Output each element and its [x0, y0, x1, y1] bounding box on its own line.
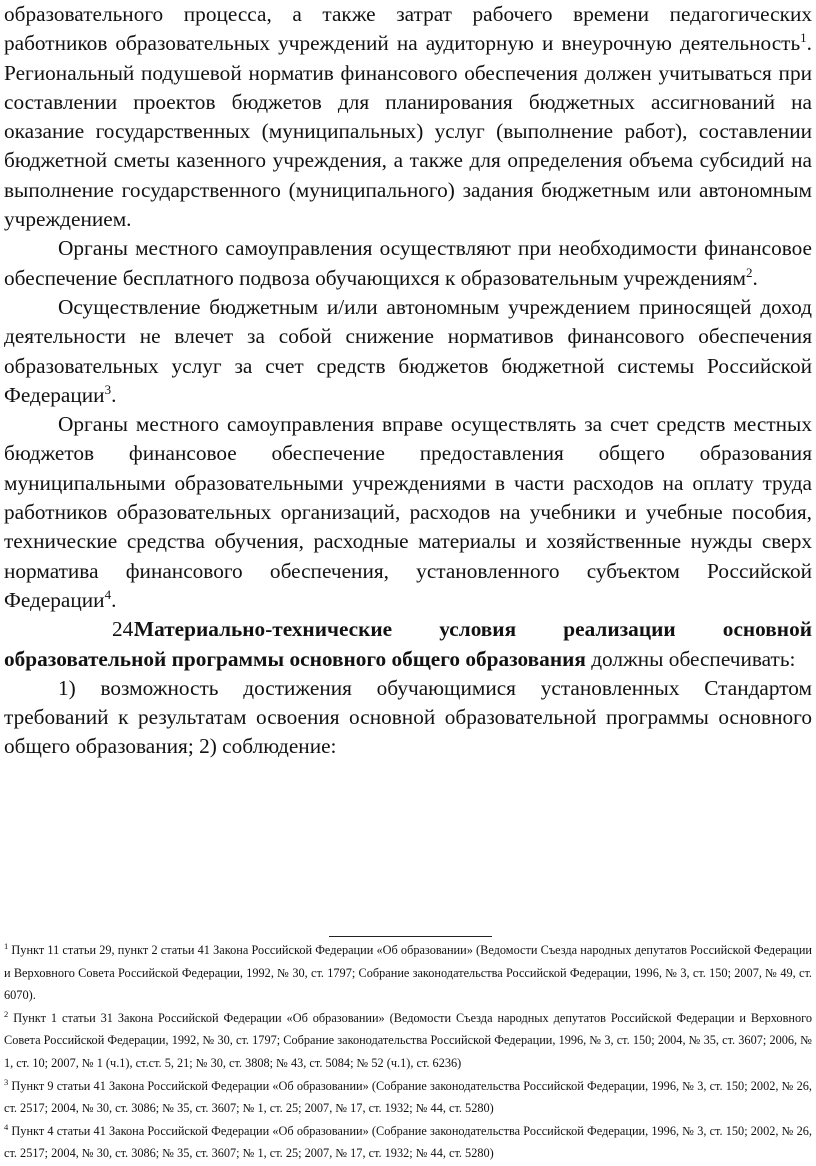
paragraph-5-tail: должны обеспечивать:: [585, 646, 796, 671]
paragraph-4-tail: .: [111, 587, 117, 612]
footnote-4: [4, 1120, 812, 1165]
paragraph-3-tail: .: [111, 382, 117, 407]
footnote-4-text: Пункт 4 статьи 41 Закона Российской Федерации «Об образовании» (Собрание законодательства Российской Федерации, 1996, № 3, ст. 150; 2002, № 26, ст. 2517; 2004, № 30, ст. 3086; № 35, ст. 3607; № 1, ст. 25; 2007, № 17, ст. 1932; № 44, ст. 5280): [4, 1123, 812, 1161]
paragraph-2: [4, 234, 812, 293]
footnotes: [4, 939, 812, 1165]
footnote-1: [4, 939, 812, 1007]
footnote-ref-1[interactable]: 1: [800, 30, 807, 46]
paragraph-6: [4, 674, 812, 762]
footnote-3: [4, 1075, 812, 1120]
footnote-mark-3: 3: [4, 1076, 9, 1087]
body-text: [4, 0, 812, 762]
footnote-2-text: Пункт 1 статьи 31 Закона Российской Федерации «Об образовании» (Ведомости Съезда народных депутатов Российской Федерации и Верховного Совета Российской Федерации, 1992, № 30, ст. 1797; Собрание законодательства Российской Федерации, 1996, № 3, ст. 150; 2004, № 35, ст. 3607; 2006, № 1, ст. 10; 2007, № 1 (ч.1), ст.ст. 5, 21; № 30, ст. 3808; № 43, ст. 5084; № 52 (ч.1), ст. 6236): [4, 1010, 812, 1070]
section-number: 24.: [112, 617, 139, 642]
footnote-mark-4: 4: [4, 1121, 9, 1132]
paragraph-2-tail: .: [752, 265, 758, 290]
paragraph-1: [4, 0, 812, 234]
paragraph-6-text: 1) возможность достижения обучающимися установленных Стандартом требований к результатам освоения основной образовательной программы основного общего образования; 2) соблюдение:: [4, 675, 812, 759]
paragraph-3-text: Осуществление бюджетным и/или автономным учреждением приносящей доход деятельности не влечет за собой снижение нормативов финансового обеспечения образовательных услуг за счет средств бюджетов бюджетной системы Российской Федерации: [4, 294, 812, 407]
paragraph-2-text: Органы местного самоуправления осуществляют при необходимости финансовое обеспечение бесплатного подвоза обучающихся к образовательным учреждениям: [4, 236, 812, 290]
footnote-mark-2: 2: [4, 1008, 9, 1019]
footnote-ref-2[interactable]: 2: [745, 264, 753, 280]
paragraph-1-text: образовательного процесса, а также затрат рабочего времени педагогических работников образовательных учреждений на аудиторную и внеурочную деятельность: [4, 2, 812, 56]
footnote-ref-4[interactable]: 4: [104, 586, 112, 602]
paragraph-4: [4, 410, 812, 615]
paragraph-3: [4, 293, 812, 410]
footnote-1-text: Пункт 11 статьи 29, пункт 2 статьи 41 Закона Российской Федерации «Об образовании» (Ведомости Съезда народных депутатов Российской Федерации и Верховного Совета Российской Федерации, 1992, № 30, ст. 1797; Собрание законодательства Российской Федерации, 1996, № 3, ст. 150; 2007, № 49, ст. 6070).: [4, 943, 812, 1003]
footnote-2: [4, 1007, 812, 1075]
footnote-ref-3[interactable]: 3: [104, 381, 112, 397]
footnote-separator: [329, 936, 492, 937]
section-heading: Материально-технические условия реализации основной образовательной программы основного общего образования: [4, 617, 812, 671]
footnote-mark-1: 1: [4, 941, 9, 951]
paragraph-4-text: Органы местного самоуправления вправе осуществлять за счет средств местных бюджетов финансовое обеспечение предоставления общего образования муниципальными образовательными учреждениями в части расходов на оплату труда работников образовательных организаций, расходов на учебники и учебные пособия, технические средства обучения, расходные материалы и хозяйственные нужды сверх норматива финансового обеспечения, установленного субъектом Российской Федерации: [4, 412, 812, 612]
paragraph-1-tail: . Региональный подушевой норматив финансового обеспечения должен учитываться при составлении проектов бюджетов для планирования бюджетных ассигнований на оказание государственных (муниципальных) услуг (выполнение работ), составлении бюджетной сметы казенного учреждения, а также для определения объема субсидий на выполнение государственного (муниципального) задания бюджетным или автономным учреждением.: [4, 31, 812, 232]
footnote-3-text: Пункт 9 статьи 41 Закона Российской Федерации «Об образовании» (Собрание законодательства Российской Федерации, 1996, № 3, ст. 150; 2002, № 26, ст. 2517; 2004, № 30, ст. 3086; № 35, ст. 3607; № 1, ст. 25; 2007, № 17, ст. 1932; № 44, ст. 5280): [4, 1078, 812, 1116]
paragraph-5: [4, 615, 812, 674]
